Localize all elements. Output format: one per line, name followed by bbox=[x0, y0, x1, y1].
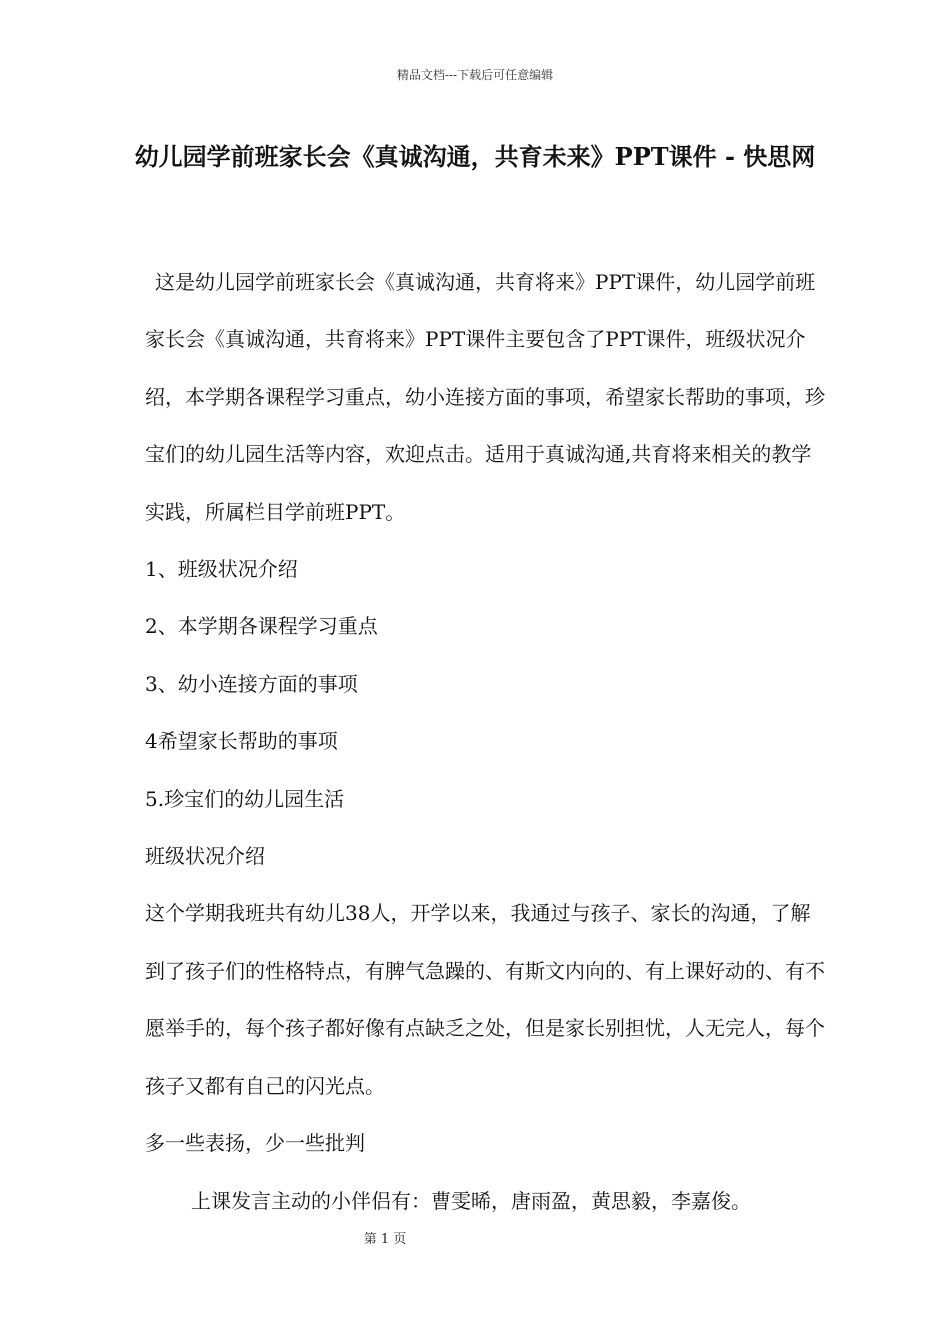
list-item-3: 3、幼小连接方面的事项 bbox=[145, 671, 358, 696]
section-heading: 班级状况介绍 bbox=[145, 844, 265, 869]
subheading: 多一些表扬，少一些批判 bbox=[145, 1131, 365, 1156]
document-title: 幼儿园学前班家长会《真诚沟通，共育未来》PPT课件 - 快思网 bbox=[134, 142, 816, 171]
list-item-2: 2、本学期各课程学习重点 bbox=[145, 614, 378, 639]
list-item-4: 4希望家长帮助的事项 bbox=[145, 729, 338, 754]
intro-paragraph: 这是幼儿园学前班家长会《真诚沟通，共育将来》PPT课件，幼儿园学前班家长会《真诚沟通，共育将来》PPT课件主要包含了PPT课件，班级状况介绍，本学期各课程学习重点，幼小连接方面的事项，希望家长帮助的事项，珍宝们的幼儿园生活等内容，欢迎点击。适用于真诚沟通,共育将来相关的教学实践，所属栏目学前班PPT。 bbox=[145, 270, 825, 524]
list-item-5: 5.珍宝们的幼儿园生活 bbox=[145, 786, 345, 811]
page-number: 第 1 页 bbox=[363, 1232, 407, 1247]
list-item-1: 1、班级状况介绍 bbox=[145, 557, 298, 582]
document-body bbox=[145, 254, 825, 1230]
header-note: 精品文档---下载后可任意编辑 bbox=[396, 68, 554, 82]
active-students-paragraph: 上课发言主动的小伴侣有：曹雯晞，唐雨盈，黄思毅，李嘉俊。 bbox=[191, 1188, 751, 1213]
class-description-paragraph: 这个学期我班共有幼儿38人，开学以来，我通过与孩子、家长的沟通，了解到了孩子们的性格特点，有脾气急躁的、有斯文内向的、有上课好动的、有不愿举手的，每个孩子都好像有点缺乏之处，但是家长别担忧，人无完人，每个孩子又都有自己的闪光点。 bbox=[145, 901, 825, 1098]
